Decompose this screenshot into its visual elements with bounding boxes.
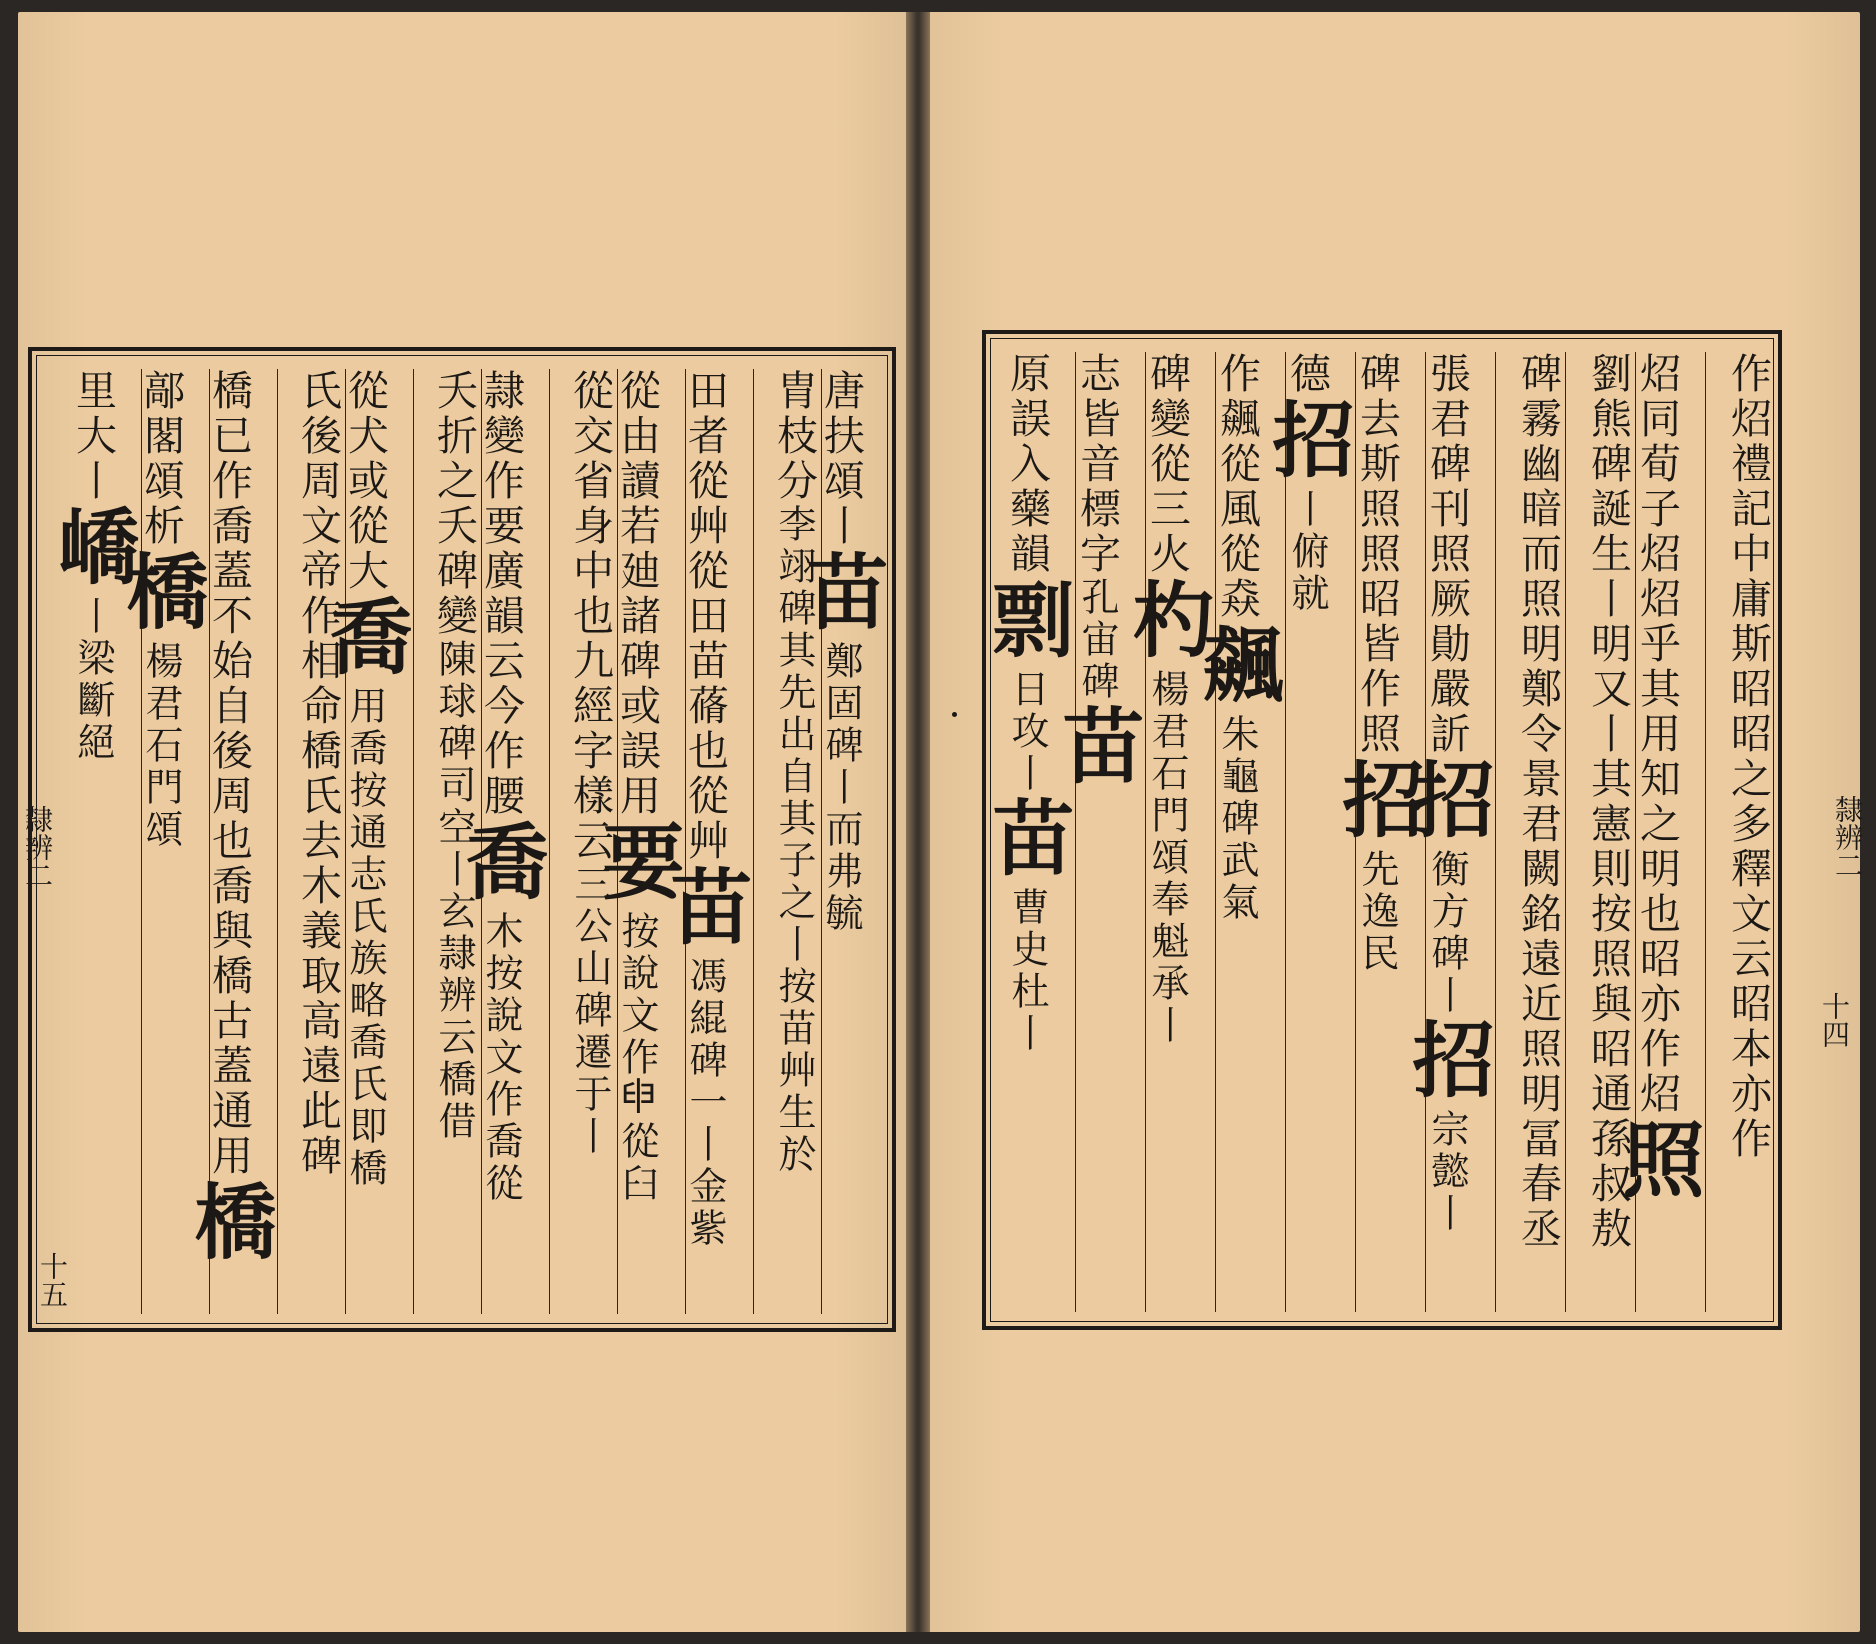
text-column: 里大丨嶠丨梁斷絕 [45, 369, 141, 764]
left-text-frame [28, 347, 896, 1332]
left-spine-label: 隸辨二 [21, 805, 54, 889]
text-column: 從由讀若廸諸碑或誤用要按說文作𦥔從臼 [617, 369, 678, 1314]
text-column: 原誤入藥韻剽日攻丨苗曹史杜丨 [979, 352, 1075, 1055]
text-column: 作炤禮記中庸斯昭昭之多釋文云昭本亦作 [1705, 352, 1768, 1312]
text-column: 鄗閣頌析橋楊君石門頌 [141, 369, 202, 1314]
text-column: 碑霧幽暗而照明鄭令景君闕銘遠近照明冨春丞 [1495, 352, 1558, 1312]
text-column: 田者從艸從田苗蓨也從艸苗馮緄碑一丨金紫 [685, 369, 746, 1314]
text-column: 橋已作喬蓋不始自後周也喬與橋古蓋通用橋 [209, 369, 270, 1314]
text-column: 氏後周文帝作相命橋氏去木義取高遠此碑 [277, 369, 338, 1314]
text-column: 德招丨俯就 [1285, 352, 1348, 1312]
text-column: 從交省身中也九經字樣云三公山碑遷于丨 [549, 369, 610, 1314]
left-page [18, 12, 906, 1632]
text-column: 志皆音標字孔宙碑苗 [1075, 352, 1138, 1312]
text-column: 碑變從三火杓楊君石門頌奉魁承丨 [1145, 352, 1208, 1312]
left-folio-number: 十五 [36, 1252, 69, 1308]
right-text-frame [979, 330, 1782, 1330]
text-column: 從犬或從大喬用喬按通志氏族略喬氏即橋 [345, 369, 406, 1314]
text-column: 胄枝分李翊碑其先出自其子之丨按苗艸生於 [753, 369, 814, 1314]
ink-dot [952, 712, 957, 717]
right-spine-label: 隸辨二 [1831, 795, 1864, 879]
text-column: 隷變作要廣韻云今作腰喬木按說文作喬從 [481, 369, 542, 1314]
text-column: 唐扶頌丨苗鄭固碑丨而弗毓 [821, 369, 882, 1314]
text-column: 劉熊碑誕生丨明又丨其憲則按照與昭通孫叔敖 [1565, 352, 1628, 1312]
book-gutter [906, 12, 930, 1632]
right-folio-number: 十四 [1818, 992, 1851, 1048]
right-page [930, 12, 1864, 1632]
text-column: 張君碑刊照厥勛嚴訢招衡方碑丨招宗懿丨 [1425, 352, 1488, 1312]
text-column: 碑去斯照照昭皆作照招先逸民 [1355, 352, 1418, 1312]
text-column: 夭折之夭碑變陳球碑司空丨玄隷辨云橋借 [413, 369, 474, 1314]
text-column: 作飆從風從猋飆朱龜碑武氣 [1215, 352, 1278, 1312]
text-column: 炤同荀子炤炤乎其用知之明也昭亦作炤照 [1635, 352, 1698, 1312]
